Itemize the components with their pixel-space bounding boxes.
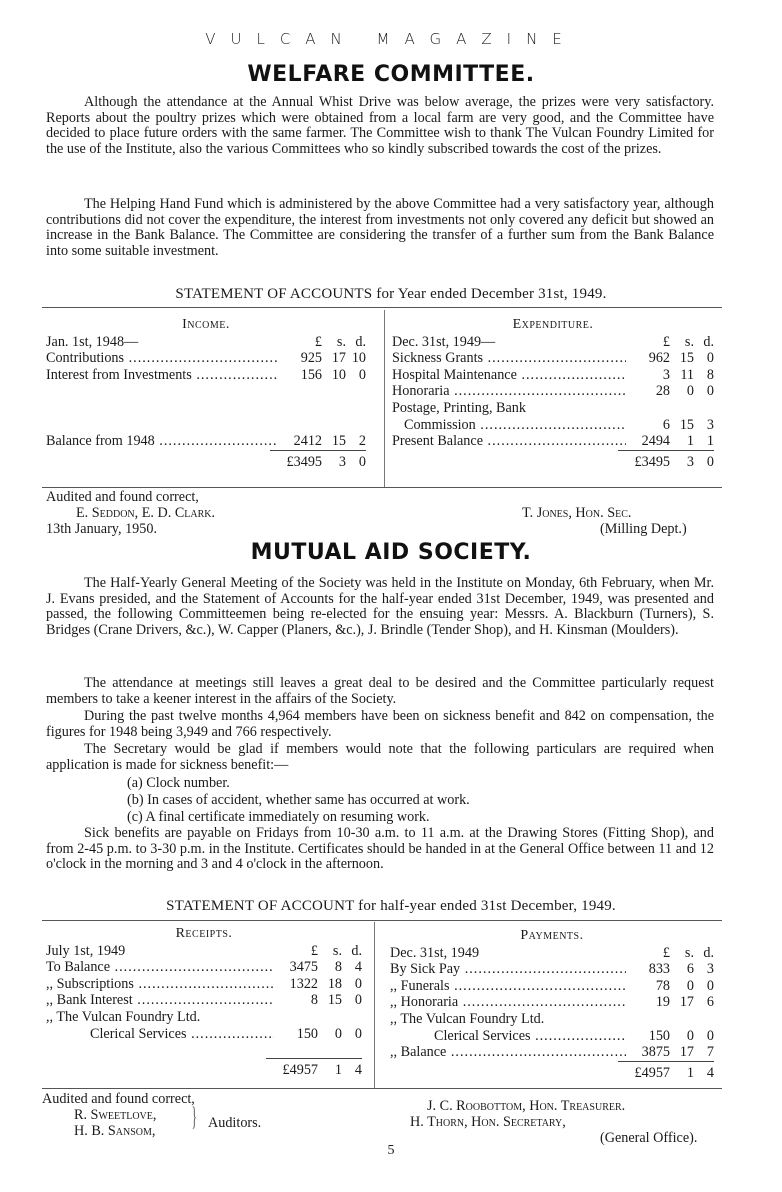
- income-heading: Income.: [182, 317, 230, 332]
- pounds-header: £: [314, 333, 322, 350]
- welfare-audit-line: Audited and found correct,: [46, 489, 199, 505]
- requirement-b: (b) In cases of accident, whether same has occurred at work.: [127, 792, 470, 808]
- page-number: 5: [387, 1143, 395, 1158]
- divider: [42, 1088, 722, 1089]
- payments-table: [390, 928, 714, 1081]
- welfare-statement-title: STATEMENT OF ACCOUNTS for Year ended December 31st, 1949.: [175, 286, 607, 302]
- expenditure-table: [392, 317, 714, 470]
- table-row: ,, The Vulcan Foundry Ltd.: [390, 1010, 545, 1027]
- welfare-auditors: E. Seddon, E. D. Clark.: [76, 505, 216, 521]
- table-row: Contributions ..... 925 17 10: [46, 350, 366, 367]
- divider: [42, 920, 722, 921]
- table-row: Commission ..... 6 15 3: [392, 417, 714, 434]
- table-row: ,, Subscriptions ..... 1322 18 0: [46, 976, 362, 993]
- divider: [42, 307, 722, 308]
- total-rule: [618, 450, 714, 451]
- income-table: [46, 317, 366, 471]
- welfare-paragraph-2: The Helping Hand Fund which is administered by the above Committee had a very satisfactory year, although contributions did not cover the expenditure, the interest from investments not only covered any deficit but showed an increase in the Bank Balance. The Committee are considering the transfer of a further sum from the Bank Balance into some suitable investment.: [46, 196, 714, 259]
- table-row: ,, Honoraria ..... 19 17 6: [390, 994, 714, 1011]
- running-head: VULCAN MAGAZINE: [205, 30, 577, 48]
- auditor-sansom: H. B. Sansom,: [74, 1123, 156, 1139]
- expenditure-date: Dec. 31st, 1949—: [392, 333, 496, 350]
- expenditure-date-row: Dec. 31st, 1949— £ s. d.: [392, 333, 714, 350]
- auditors-label: Auditors.: [208, 1115, 262, 1131]
- mutual-aid-closing-paragraph: Sick benefits are payable on Fridays from 10-30 a.m. to 11 a.m. at the Drawing Stores (Fitting Shop), and from 2-45 p.m. to 3-30 p.m. in the Institute. Certificates should be handed in at the General Office between 11 and 12 o'clock in the morning and 3 and 4 o'clock in the afternoon.: [46, 825, 714, 873]
- table-row: ,, Funerals ..... 78 0 0: [390, 978, 714, 995]
- table-row: Sickness Grants ..... 962 15 0: [392, 350, 714, 367]
- table-row: Hospital Maintenance ..... 3 11 8: [392, 367, 714, 384]
- payments-heading: Payments.: [520, 928, 584, 943]
- income-date-row: [46, 334, 366, 351]
- auditor-sweetlove: R. Sweetlove,: [74, 1107, 157, 1123]
- expenditure-total-row: £3495 3 0: [634, 453, 714, 470]
- total-rule: [270, 450, 366, 451]
- table-row: ,, Bank Interest ..... 8 15 0: [46, 992, 362, 1009]
- expenditure-heading: Expenditure.: [512, 317, 594, 332]
- table-row: ,, The Vulcan Foundry Ltd.: [46, 1008, 201, 1025]
- mutual-aid-audit-line: Audited and found correct,: [42, 1091, 195, 1107]
- requirement-c: (c) A final certificate immediately on resuming work.: [127, 809, 430, 825]
- receipts-table: [46, 926, 362, 1079]
- column-divider: [374, 922, 375, 1088]
- table-row: By Sick Pay ..... 833 6 3: [390, 961, 714, 978]
- welfare-audit-date: 13th January, 1950.: [46, 521, 157, 537]
- mutual-aid-paragraph-4: The Secretary would be glad if members would note that the following particulars are required when application is made for sickness benefit:—: [46, 741, 714, 773]
- shillings-header: s.: [336, 333, 346, 350]
- table-row: ,, Balance ..... 3875 17 7: [390, 1044, 714, 1061]
- payments-date: Dec. 31st, 1949: [390, 944, 480, 961]
- welfare-title: WELFARE COMMITTEE.: [247, 62, 535, 87]
- mutual-aid-paragraph-2: The attendance at meetings still leaves a great deal to be desired and the Committee particularly request members to take a keener interest in the affairs of the Society.: [46, 675, 714, 707]
- table-row: Honoraria ..... 28 0 0: [392, 383, 714, 400]
- payments-total-row: £4957 1 4: [634, 1064, 714, 1081]
- divider: [42, 487, 722, 488]
- mutual-aid-statement-title: STATEMENT OF ACCOUNT for half-year ended 31st December, 1949.: [166, 898, 616, 914]
- requirement-a: (a) Clock number.: [127, 775, 230, 791]
- welfare-secretary: T. Jones, Hon. Sec.: [522, 505, 632, 521]
- table-row: Clerical Services ..... 150 0 0: [46, 1026, 362, 1043]
- mutual-aid-paragraph-1: The Half-Yearly General Meeting of the Society was held in the Institute on Monday, 6th February, when Mr. J. Evans presided, and the Statement of Accounts for the half-year ended 31st December, 1949, was presented and passed, the following Committeemen being re-elected for the ensuing year: Messrs. A. Blackburn (Turners), S. Bridges (Crane Drivers, &c.), W. Capper (Planers, &c.), J. Brindle (Tender Shop), and H. Kinsman (Moulders).: [46, 575, 714, 638]
- table-row: Present Balance ..... 2494 1 1: [392, 433, 714, 450]
- mutual-aid-title: MUTUAL AID SOCIETY.: [250, 540, 532, 565]
- pence-header: d.: [355, 333, 366, 350]
- receipts-date-row: July 1st, 1949 £ s. d.: [46, 942, 362, 959]
- total-rule: [266, 1058, 362, 1059]
- total-rule: [618, 1061, 714, 1062]
- secretary-office: (General Office).: [600, 1130, 698, 1146]
- welfare-paragraph-1: Although the attendance at the Annual Whist Drive was below average, the prizes were very satisfactory. Reports about the poultry prizes which were obtained from a local farm are very good, and the Committee have decided to place future orders with the same farmer. The Committee wish to thank The Vulcan Foundry Limited for the use of the Institute, also the various Committees who so kindly subscribed towards the cost of the prizes.: [46, 94, 714, 157]
- table-row: Clerical Services ..... 150 0 0: [390, 1028, 714, 1045]
- receipts-heading: Receipts.: [175, 926, 233, 941]
- welfare-secretary-dept: (Milling Dept.): [600, 521, 687, 537]
- income-date: Jan. 1st, 1948—: [46, 333, 139, 350]
- payments-date-row: Dec. 31st, 1949 £ s. d.: [390, 944, 714, 961]
- receipts-total-row: £4957 1 4: [282, 1062, 362, 1079]
- table-row: Postage, Printing, Bank: [392, 399, 526, 416]
- column-divider: [384, 310, 385, 488]
- table-row: To Balance ..... 3475 8 4: [46, 959, 362, 976]
- secretary-signature: H. Thorn, Hon. Secretary,: [410, 1114, 566, 1130]
- receipts-date: July 1st, 1949: [46, 942, 126, 959]
- brace-icon: }: [191, 1102, 197, 1131]
- treasurer-signature: J. C. Roobottom, Hon. Treasurer.: [427, 1098, 626, 1114]
- table-row: Balance from 1948 ..... 2412 15 2: [46, 433, 366, 450]
- mutual-aid-paragraph-3: During the past twelve months 4,964 members have been on sickness benefit and 842 on compensation, the figures for 1948 being 3,949 and 766 respectively.: [46, 708, 714, 740]
- income-total-row: £3495 3 0: [286, 453, 366, 470]
- table-row: Interest from Investments ..... 156 10 0: [46, 367, 366, 384]
